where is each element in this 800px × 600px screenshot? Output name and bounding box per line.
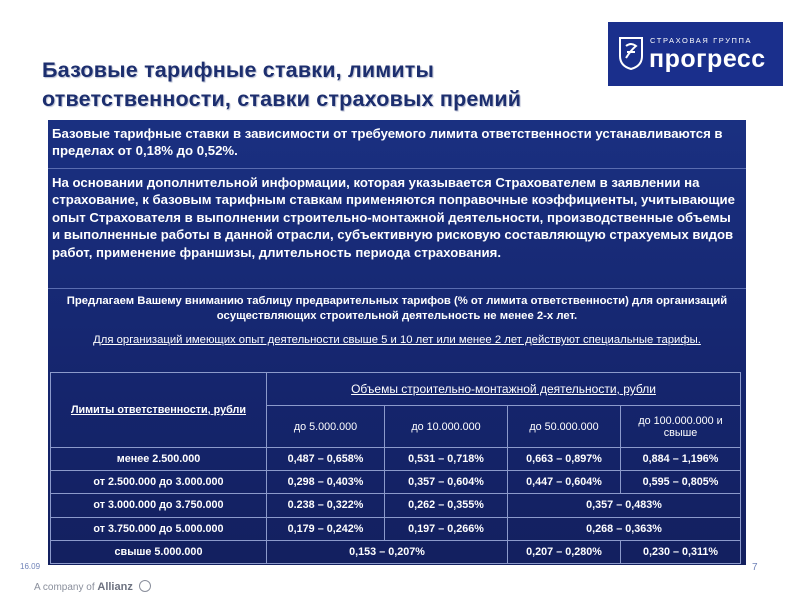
table-row bbox=[51, 448, 741, 471]
page-number: 7 bbox=[752, 562, 758, 573]
table-row bbox=[51, 471, 741, 494]
content-panel bbox=[48, 120, 746, 565]
table-cell: 0,230 – 0,311% bbox=[621, 540, 741, 563]
logo-subtitle: СТРАХОВАЯ ГРУППА bbox=[650, 36, 753, 45]
table-cell: 0,447 – 0,604% bbox=[508, 471, 621, 494]
table-cell: 0,357 – 0,483% bbox=[508, 494, 741, 517]
table-cell: 0.238 – 0,322% bbox=[267, 494, 385, 517]
divider bbox=[48, 168, 746, 169]
row-label: менее 2.500.000 bbox=[51, 448, 267, 471]
table-cell: 0,487 – 0,658% bbox=[267, 448, 385, 471]
table-cell: 0,663 – 0,897% bbox=[508, 448, 621, 471]
table-cell: 0,884 – 1,196% bbox=[621, 448, 741, 471]
column-header: до 5.000.000 bbox=[267, 406, 385, 448]
allianz-wordmark: Allianz bbox=[97, 581, 133, 593]
row-label: от 3.750.000 до 5.000.000 bbox=[51, 517, 267, 540]
row-label: от 3.000.000 до 3.750.000 bbox=[51, 494, 267, 517]
table-cell: 0,262 – 0,355% bbox=[385, 494, 508, 517]
logo-wordmark: прогресс bbox=[649, 45, 766, 73]
page-title bbox=[42, 56, 602, 114]
table-row bbox=[51, 494, 741, 517]
allianz-logo-icon bbox=[139, 580, 151, 592]
table-cell: 0,153 – 0,207% bbox=[267, 540, 508, 563]
table-row bbox=[51, 540, 741, 563]
shield-emblem-icon bbox=[618, 36, 644, 70]
table-row bbox=[51, 517, 741, 540]
footer-date: 16.09 bbox=[20, 562, 41, 571]
column-header: до 100.000.000 и свыше bbox=[621, 406, 741, 448]
row-label: свыше 5.000.000 bbox=[51, 540, 267, 563]
divider bbox=[48, 288, 746, 289]
adjustment-coefficients-text: На основании дополнительной информации, которая указывается Страхователем в заявлении на страхование, к базовым тарифным ставкам применяются поправочные коэффициенты, учитывающие опыт Страхователя в выполнении строительно-монтажной деятельности, производственные объемы и выполненные работы в данной отрасли, субъективную рисковую составляющую страхуемых видов работ, применение франшизы, длительность периода страхования. bbox=[52, 175, 735, 260]
limits-column-header: Лимиты ответственности, рубли bbox=[51, 373, 267, 448]
column-header: до 10.000.000 bbox=[385, 406, 508, 448]
table-cell: 0,197 – 0,266% bbox=[385, 517, 508, 540]
preliminary-tariffs-text: Предлагаем Вашему вниманию таблицу предварительных тарифов (% от лимита ответственности) для организаций осуществляющих строительной деятельность не менее 2-х лет. bbox=[66, 295, 728, 322]
table-cell: 0,207 – 0,280% bbox=[508, 540, 621, 563]
table-cell: 0,179 – 0,242% bbox=[267, 517, 385, 540]
column-header: до 50.000.000 bbox=[508, 406, 621, 448]
table-cell: 0,268 – 0,363% bbox=[508, 517, 741, 540]
title-line-1: Базовые тарифные ставки, лимиты bbox=[42, 58, 435, 82]
table-cell: 0,298 – 0,403% bbox=[267, 471, 385, 494]
special-tariffs-link[interactable]: Для организаций имеющих опыт деятельности свыше 5 и 10 лет или менее 2 лет действуют специальные тарифы. bbox=[93, 334, 701, 346]
title-line-2: ответственности, ставки страховых премий bbox=[42, 87, 522, 111]
table-cell: 0,595 – 0,805% bbox=[621, 471, 741, 494]
table-cell: 0,357 – 0,604% bbox=[385, 471, 508, 494]
row-label: от 2.500.000 до 3.000.000 bbox=[51, 471, 267, 494]
tariff-table bbox=[50, 372, 741, 564]
company-prefix: A company of bbox=[34, 582, 95, 593]
progress-logo bbox=[608, 22, 783, 86]
volumes-group-header: Объемы строительно-монтажной деятельности, рубли bbox=[267, 373, 741, 406]
base-rates-text: Базовые тарифные ставки в зависимости от требуемого лимита ответственности устанавливаются в пределах от 0,18% до 0,52%. bbox=[52, 126, 723, 158]
table-cell: 0,531 – 0,718% bbox=[385, 448, 508, 471]
allianz-footer bbox=[34, 580, 151, 593]
